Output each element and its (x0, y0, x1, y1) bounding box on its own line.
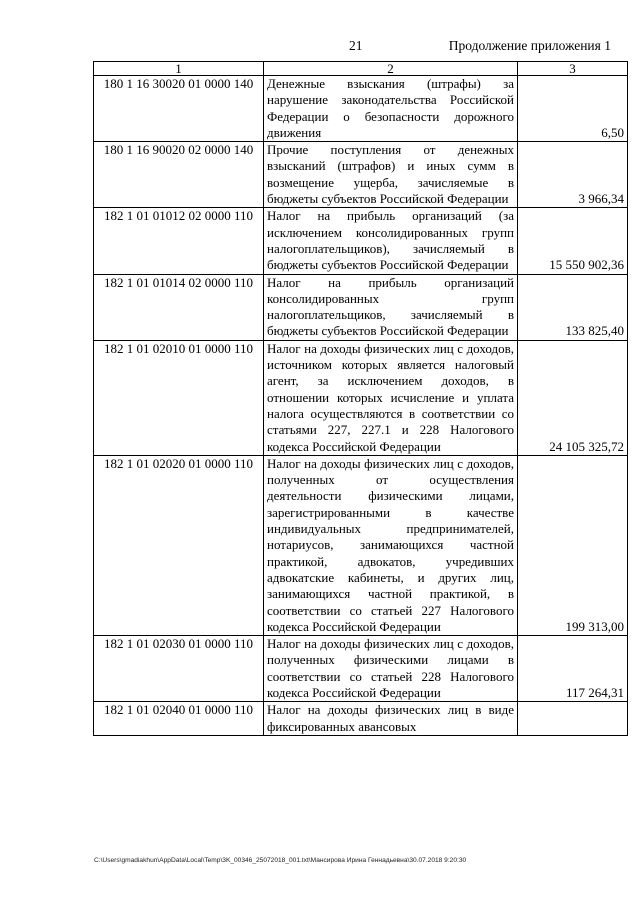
budget-code: 180 1 16 90020 02 0000 140 (94, 142, 264, 208)
amount: 6,50 (518, 76, 628, 142)
column-header-2: 2 (264, 62, 518, 76)
revenue-name: Налог на доходы физических лиц с доходов, источником которых является налоговый агент, за исключением доходов, в отношении которых исчисление и уплата налога осуществляются в соответствии со статьями 227, 227.1 и 228 Налогового кодекса Российской Федерации (264, 340, 518, 455)
column-header-3: 3 (518, 62, 628, 76)
revenue-name: Налог на прибыль организаций консолидированных групп налогоплательщиков, зачисляемый в бюджеты субъектов Российской Федерации (264, 274, 518, 340)
amount: 24 105 325,72 (518, 340, 628, 455)
continuation-caption: Продолжение приложения 1 (448, 38, 611, 53)
table-row (94, 142, 628, 208)
table-row (94, 208, 628, 274)
amount: 3 966,34 (518, 142, 628, 208)
revenue-table (93, 61, 628, 736)
table-row (94, 455, 628, 635)
revenue-name: Налог на доходы физических лиц в виде фиксированных авансовых (264, 702, 518, 736)
page-number: 21 (349, 38, 363, 53)
table-row (94, 76, 628, 142)
table-row (94, 340, 628, 455)
amount: 117 264,31 (518, 636, 628, 702)
budget-code: 182 1 01 01014 02 0000 110 (94, 274, 264, 340)
budget-code: 182 1 01 02010 01 0000 110 (94, 340, 264, 455)
revenue-name: Налог на доходы физических лиц с доходов, полученных физическими лицами в соответствии со статьей 228 Налогового кодекса Российской Федерации (264, 636, 518, 702)
table-row (94, 636, 628, 702)
revenue-name: Налог на доходы физических лиц с доходов, полученных от осуществления деятельности физическими лицами, зарегистрированными в качестве индивидуальных предпринимателей, нотариусов, занимающихся частной практикой, адвокатов, учредивших адвокатские кабинеты, и других лиц, занимающихся частной практикой, в соответствии со статьей 227 Налогового кодекса Российской Федерации (264, 455, 518, 635)
budget-code: 182 1 01 01012 02 0000 110 (94, 208, 264, 274)
budget-code: 182 1 01 02020 01 0000 110 (94, 455, 264, 635)
amount: 199 313,00 (518, 455, 628, 635)
file-path-footer: C:\Users\gmadiakhun\AppData\Local\Temp\3K_00346_25072018_001.txt\Мансирова Ирина Геннадьевна\30.07.2018 9:20:30 (94, 857, 467, 864)
budget-code: 182 1 01 02030 01 0000 110 (94, 636, 264, 702)
revenue-name: Прочие поступления от денежных взысканий (штрафов) и иных сумм в возмещение ущерба, зачисляемые в бюджеты субъектов Российской Федерации (264, 142, 518, 208)
table-row (94, 274, 628, 340)
amount: 133 825,40 (518, 274, 628, 340)
table-header-row (94, 62, 628, 76)
budget-code: 182 1 01 02040 01 0000 110 (94, 702, 264, 736)
amount (518, 702, 628, 736)
amount: 15 550 902,36 (518, 208, 628, 274)
revenue-name: Налог на прибыль организаций (за исключением консолидированных групп налогоплательщиков), зачисляемый в бюджеты субъектов Российской Федерации (264, 208, 518, 274)
table-row (94, 702, 628, 736)
budget-code: 180 1 16 30020 01 0000 140 (94, 76, 264, 142)
revenue-name: Денежные взыскания (штрафы) за нарушение законодательства Российской Федерации о безопасности дорожного движения (264, 76, 518, 142)
column-header-1: 1 (94, 62, 264, 76)
